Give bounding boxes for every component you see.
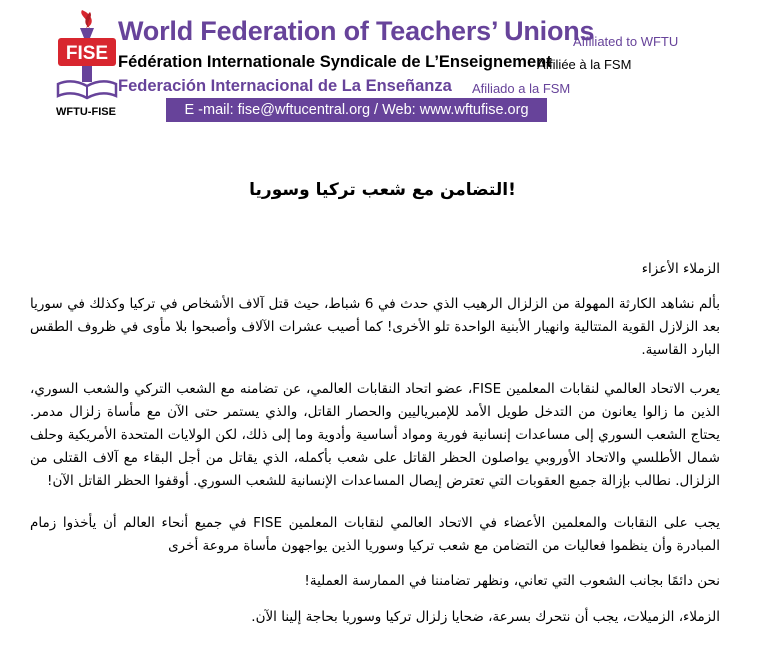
contact-bar: E -mail: fise@wftucentral.org / Web: www.wftufise.org xyxy=(166,98,547,122)
logo-caption: WFTU-FISE xyxy=(56,106,116,118)
org-name-fr: Fédération Internationale Syndicale de L’Enseignement xyxy=(118,53,552,71)
paragraph-2: يعرب الاتحاد العالمي لنقابات المعلمين FISE، عضو اتحاد النقابات العالمي، عن تضامنه مع الشعب التركي والشعب السوري، الذين ما زالوا يعانون من التدخل طويل الأمد للإمبرياليين والحصار القاتل، والذي يستمر حتى الآن مع مأساة زلزال مدمر. يحتاج الشعب السوري إلى مساعدات إنسانية فورية ومواد أساسية وأدوية وما إلى ذلك، لكن الولايات المتحدة الأمريكية وحلف شمال الأطلسي والاتحاد الأوروبي يواصلون الحظر القاتل على شعب بأكمله، الذي يقاتل من أجل البقاء مع آلاف القتلى من الزلزال. نطالب بإزالة جميع العقوبات التي تعترض إيصال المساعدات الإنسانية للشعب السوري. أوقفوا الحظر القاتل الآن! xyxy=(30,381,720,489)
org-name-es: Federación Internacional de La Enseñanza xyxy=(118,77,452,95)
document-title: التضامن مع شعب تركيا وسوريا! xyxy=(249,180,516,200)
paragraph-5: الزملاء، الزميلات، يجب أن نتحرك بسرعة، ضحايا زلزال تركيا وسوريا بحاجة إلينا الآن. xyxy=(251,609,720,625)
paragraph-4: نحن دائمًا بجانب الشعوب التي تعاني، ونظهر تضامننا في الممارسة العملية! xyxy=(304,573,720,589)
logo-text: FISE xyxy=(65,43,109,64)
book-icon xyxy=(58,81,116,98)
paragraph-3: يجب على النقابات والمعلمين الأعضاء في الاتحاد العالمي لنقابات المعلمين FISE في جميع أنحاء العالم أن يأخذوا زمام المبادرة وأن ينظموا فعاليات من التضامن مع شعب تركيا وسوريا الذين يواجهون مأساة مروعة أخرى xyxy=(30,515,720,554)
affiliation-fr: Affiliée à la FSM xyxy=(537,57,632,72)
torch-icon xyxy=(81,10,92,28)
paragraph-1: بألم نشاهد الكارثة المهولة من الزلزال الرهيب الذي حدث في 6 شباط، حيث قتل آلاف الأشخاص في تركيا وكذلك في سوريا بعد الزلازل القوية المتتالية وانهيار الأبنية الواحدة تلو الأخرى! كما أصيب عشرات الآلاف وأصبحوا بلا مأوى في ظروف الطقس البارد القاسية. xyxy=(30,296,721,358)
affiliation-en: Affiliated to WFTU xyxy=(573,34,679,49)
salutation: الزملاء الأعزاء xyxy=(641,261,720,277)
affiliation-es: Afiliado a la FSM xyxy=(472,81,571,96)
letterhead xyxy=(0,0,765,130)
fise-logo xyxy=(52,8,122,102)
org-name-en: World Federation of Teachers’ Unions xyxy=(118,16,595,46)
